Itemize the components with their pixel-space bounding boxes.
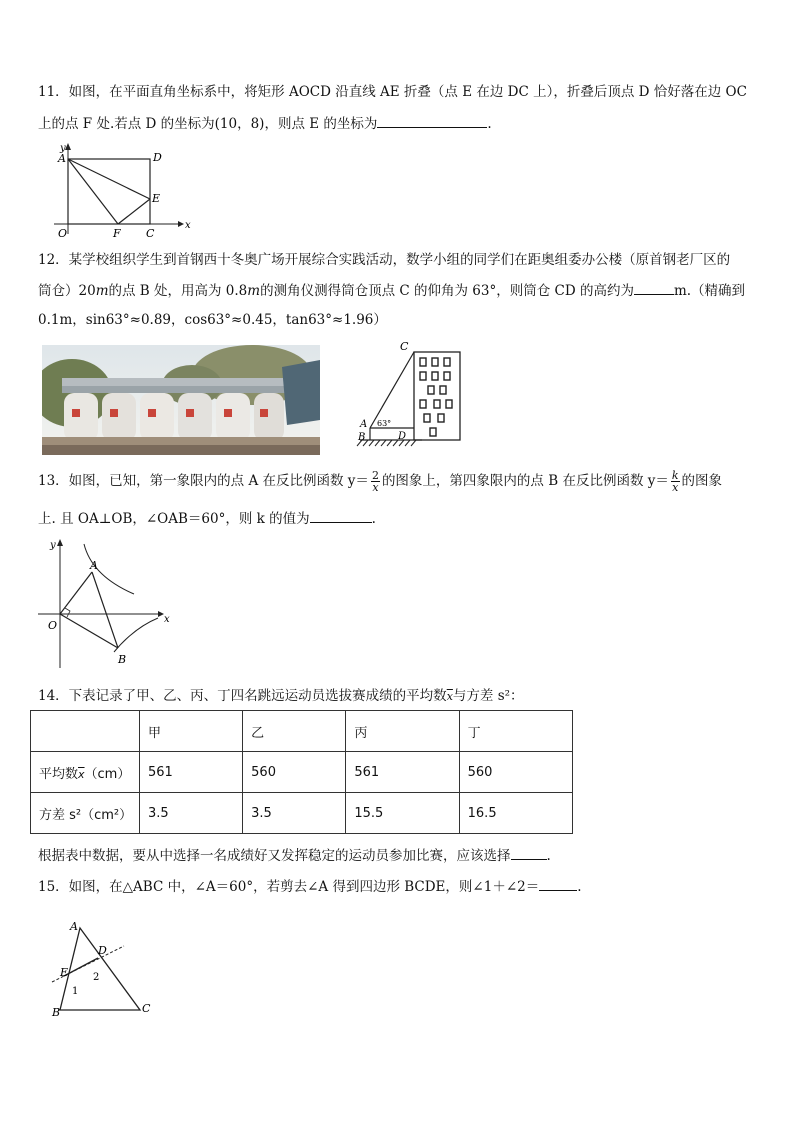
table-header-cell: 丁: [459, 711, 572, 752]
row1-label-b: （cm）: [84, 766, 131, 782]
q13-answer-blank: [310, 508, 372, 523]
q12-line3: 0.1m，sin63°≈0.89，cos63°≈0.45，tan63°≈1.96）: [38, 312, 387, 328]
q12-unit-m1: m: [95, 283, 109, 299]
q11-figure: [42, 140, 192, 240]
q13-frac2-den: x: [672, 481, 679, 494]
q13-label-B: B: [118, 653, 127, 666]
table-cell: 3.5: [243, 793, 346, 834]
q11-end: .: [487, 116, 492, 132]
q11-line2: [38, 113, 492, 134]
q11-line2-text: 上的点 F 处.若点 D 的坐标为(10，8)，则点 E 的坐标为: [38, 116, 378, 132]
q15-label-C: C: [142, 1002, 151, 1015]
table-row-label: 方差 s²（cm²）: [31, 793, 140, 834]
q14-after: [38, 845, 551, 866]
q12-label-C: C: [400, 340, 409, 353]
q13-end: .: [371, 511, 376, 527]
q15-answer-blank: [539, 876, 577, 891]
q13-line1-b: 的图象上，第四象限内的点 B 在反比例函数 y＝: [381, 473, 669, 489]
table-cell: 560: [243, 752, 346, 793]
q15-end: .: [577, 879, 582, 895]
q12-label-angle: 63°: [377, 419, 392, 428]
q11-label-y: y: [60, 143, 66, 154]
q13-label-O: O: [48, 619, 58, 632]
q15-label-E: E: [60, 966, 69, 979]
q11-line1: 11．如图，在平面直角坐标系中，将矩形 AOCD 沿直线 AE 折叠（点 E 在边 DC 上），折叠后顶点 D 恰好落在边 OC: [38, 84, 747, 100]
row1-label-a: 平均数: [39, 766, 79, 782]
q12-line2-c: 的点 B 处，用高为 0.8: [108, 283, 248, 299]
q13-fraction-2: [671, 470, 680, 493]
q12-label-A: A: [360, 419, 368, 430]
q12-photo-silos: [42, 345, 320, 455]
q11-label-x: x: [185, 220, 191, 231]
q15-label-2: 2: [93, 972, 100, 983]
table-row: [31, 793, 573, 834]
table-cell: 16.5: [459, 793, 572, 834]
q15-label-A: A: [70, 920, 78, 933]
q14-table: [30, 710, 573, 834]
q14-intro-b: 与方差 s²：: [452, 688, 524, 704]
table-header-cell: 丙: [346, 711, 459, 752]
q13-frac1-num: 2: [371, 469, 379, 482]
q12-label-D: D: [398, 431, 407, 442]
table-header-cell: 乙: [243, 711, 346, 752]
q12-answer-blank: [634, 280, 674, 295]
q13-label-y: y: [50, 540, 56, 551]
q12-unit-m2: m: [247, 283, 261, 299]
q15-line: [38, 876, 582, 897]
q11-label-D: D: [153, 151, 162, 164]
q11-label-A: A: [58, 152, 66, 165]
q11-label-F: F: [113, 227, 121, 240]
q12-line2-e: 的测角仪测得筒仓顶点 C 的仰角为 63°，则筒仓 CD 的高约为: [260, 283, 634, 299]
q13-label-x: x: [164, 614, 170, 625]
q12-line2: [38, 280, 745, 301]
table-row-label: [31, 752, 140, 793]
q12-label-B: B: [358, 432, 366, 443]
q14-intro: [38, 686, 524, 707]
table-cell: 15.5: [346, 793, 459, 834]
table-cell: 560: [459, 752, 572, 793]
q14-after-text: 根据表中数据，要从中选择一名成绩好又发挥稳定的运动员参加比赛，应该选择: [38, 848, 511, 864]
q11-label-O: O: [58, 227, 68, 240]
q13-line1: [38, 470, 722, 493]
row1-xbar: $\overline{x}$: [78, 767, 85, 781]
q13-figure: [34, 536, 174, 671]
q12-line2-a: 筒仓）20: [38, 283, 96, 299]
table-row: [31, 752, 573, 793]
q15-label-B: B: [52, 1006, 61, 1018]
q14-intro-a: 14．下表记录了甲、乙、丙、丁四名跳远运动员选拔赛成绩的平均数: [38, 688, 447, 704]
q12-line1: 12．某学校组织学生到首钢西十冬奥广场开展综合实践活动，数学小组的同学们在距奥组委办公楼（原首钢老厂区的: [38, 252, 731, 268]
q15-text: 15．如图，在△ABC 中，∠A＝60°，若剪去∠A 得到四边形 BCDE，则∠1＋∠2＝: [38, 879, 540, 895]
q15-figure: [48, 918, 168, 1018]
q13-fraction-1: [371, 470, 380, 493]
q14-xbar: $\overline{x}$: [446, 690, 453, 703]
q14-answer-blank: [511, 845, 547, 860]
q13-label-A: A: [90, 559, 98, 572]
q13-frac1-den: x: [372, 481, 379, 494]
table-cell: 561: [346, 752, 459, 793]
table-cell: [31, 711, 140, 752]
q11-answer-blank: [377, 113, 487, 128]
table-cell: 3.5: [140, 793, 243, 834]
q13-line1-a: 13．如图，已知，第一象限内的点 A 在反比例函数 y＝: [38, 473, 369, 489]
q15-label-D: D: [98, 944, 107, 957]
q11-label-C: C: [146, 227, 155, 240]
q13-frac2-num: k: [671, 469, 679, 482]
table-row: [31, 711, 573, 752]
table-cell: 561: [140, 752, 243, 793]
q15-label-1: 1: [72, 986, 79, 997]
q13-line2-text: 上. 且 OA⊥OB，∠OAB＝60°，则 k 的值为: [38, 511, 310, 527]
q12-diagram: [352, 338, 467, 448]
q12-line2-f: m.（精确到: [673, 283, 746, 299]
q13-line2: [38, 508, 376, 529]
q14-after-end: .: [546, 848, 551, 864]
table-header-cell: 甲: [140, 711, 243, 752]
q13-line1-c: 的图象: [681, 473, 723, 489]
q11-label-E: E: [152, 192, 161, 205]
